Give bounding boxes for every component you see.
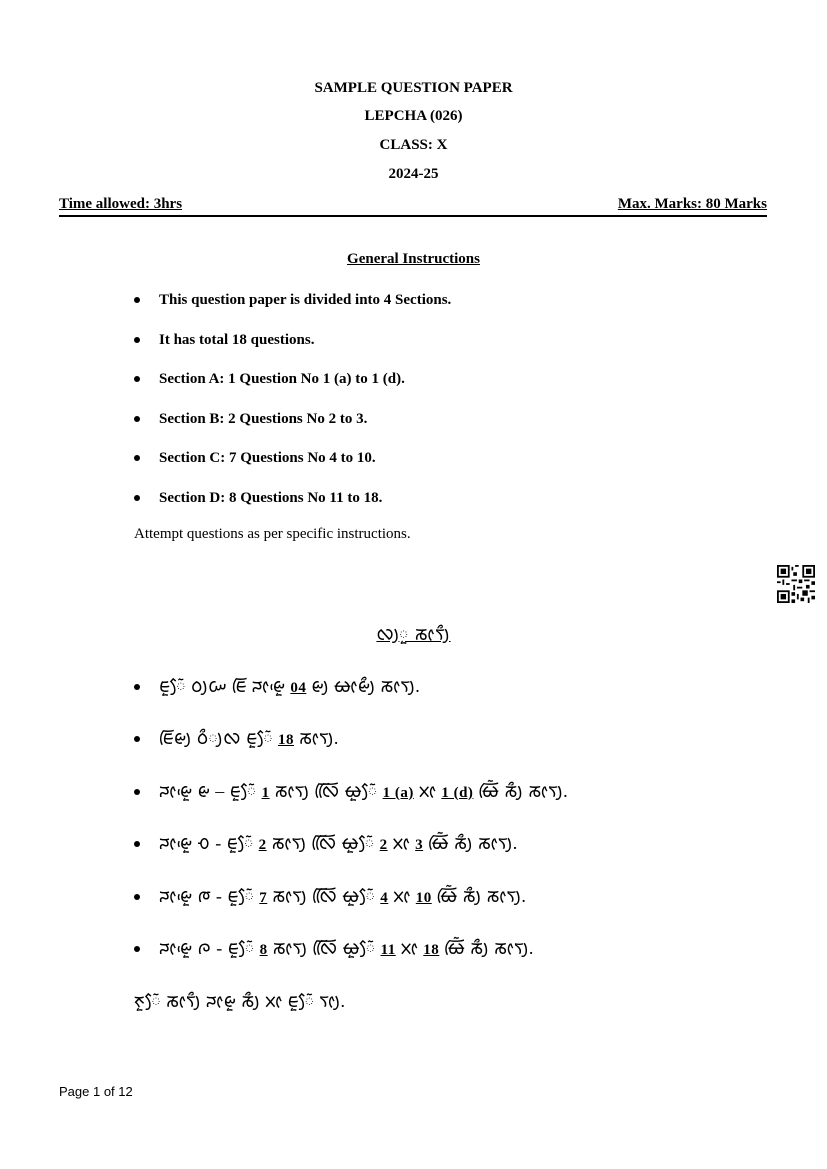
- class-label: CLASS: X: [379, 137, 448, 153]
- session-year: 2024-25: [388, 166, 439, 182]
- list-item: Section D: 8 Questions No 11 to 18.: [134, 488, 451, 528]
- list-item: It has total 18 questions.: [134, 330, 451, 370]
- qr-code-icon[interactable]: [777, 565, 815, 603]
- bullet-icon: [134, 337, 140, 343]
- bullet-icon: [134, 789, 140, 795]
- list-item: Section C: 7 Questions No 4 to 10.: [134, 448, 451, 488]
- list-item: ᰎᰦᰡᰬᰵ ᰡ – ᰀᰬᰧᰶ 1 ᰕᰦᰛᰪ ᰜᰩᰩ ᰄᰬᰧᰶ 1 (a) ᰞᰦ 1 (d) ᰄᰩᰶ ᰕᰪᰰ ᰕᰦᰛᰪ.: [134, 778, 568, 830]
- lepcha-attempt-note: ᰉᰬᰧᰶ ᰕᰦᰛᰪᰰ ᰎᰦᰡᰬ ᰕᰪᰰ ᰞᰦ ᰀᰬᰧᰶ ᰛᰦᰪ.: [134, 991, 346, 1011]
- lepcha-instructions-list: [134, 673, 568, 987]
- paper-title: SAMPLE QUESTION PAPER: [314, 80, 513, 96]
- list-item: This question paper is divided into 4 Sections.: [134, 290, 451, 330]
- bullet-icon: [134, 684, 140, 690]
- general-instructions-list: [134, 290, 451, 528]
- page-number: Page 1 of 12: [59, 1084, 133, 1099]
- general-instructions-heading: General Instructions: [347, 251, 480, 267]
- bullet-icon: [134, 297, 140, 303]
- time-allowed: Time allowed: 3hrs: [59, 196, 183, 212]
- list-item: ᰎᰦᰡᰬᰵ ᰆ - ᰀᰬᰧᰶ 2 ᰕᰦᰛᰪ ᰜᰩᰩ ᰄᰬᰧᰶ 2 ᰞᰦ 3 ᰄᰩᰶ ᰕᰪᰰ ᰕᰦᰛᰪ.: [134, 830, 568, 882]
- bullet-icon: [134, 841, 140, 847]
- bullet-icon: [134, 376, 140, 382]
- bullet-icon: [134, 946, 140, 952]
- bullet-icon: [134, 416, 140, 422]
- list-item: ᰀᰬᰧᰶ ᰓᰪᰠ ᰀᰩ ᰎᰦᰡᰬᰵ 04 ᰡᰪ ᰄᰦᰡᰪᰰ ᰕᰦᰛᰪ.: [134, 673, 568, 725]
- time-marks-bar: [59, 195, 767, 217]
- list-item: ᰎᰦᰡᰬᰵ ᰈ - ᰀᰬᰧᰶ 7 ᰕᰦᰛᰪ ᰜᰩᰩ ᰄᰬᰧᰶ 4 ᰞᰦ 10 ᰄᰩᰶ ᰕᰪᰰ ᰕᰦᰛᰪ.: [134, 883, 568, 935]
- bullet-icon: [134, 455, 140, 461]
- bullet-icon: [134, 736, 140, 742]
- lepcha-instructions-heading: ᰜᰪᰬ ᰕᰦᰛᰪᰰ: [376, 624, 451, 644]
- bullet-icon: [134, 495, 140, 501]
- max-marks: Max. Marks: 80 Marks: [617, 196, 767, 212]
- attempt-note: Attempt questions as per specific instructions.: [134, 526, 411, 542]
- list-item: ᰀᰩᰡᰪ ᰓᰰᰪᰜ ᰀᰬᰧᰶ 18 ᰕᰦᰛᰪ.: [134, 725, 568, 777]
- list-item: ᰎᰦᰡᰬᰵ ᰍ - ᰀᰬᰧᰶ 8 ᰕᰦᰛᰪ ᰜᰩᰩ ᰄᰬᰧᰶ 11 ᰞᰦ 18 ᰄᰩᰶ ᰕᰪᰰ ᰕᰦᰛᰪ.: [134, 935, 568, 987]
- subject-code: LEPCHA (026): [364, 108, 463, 124]
- list-item: Section A: 1 Question No 1 (a) to 1 (d).: [134, 369, 451, 409]
- list-item: Section B: 2 Questions No 2 to 3.: [134, 409, 451, 449]
- bullet-icon: [134, 894, 140, 900]
